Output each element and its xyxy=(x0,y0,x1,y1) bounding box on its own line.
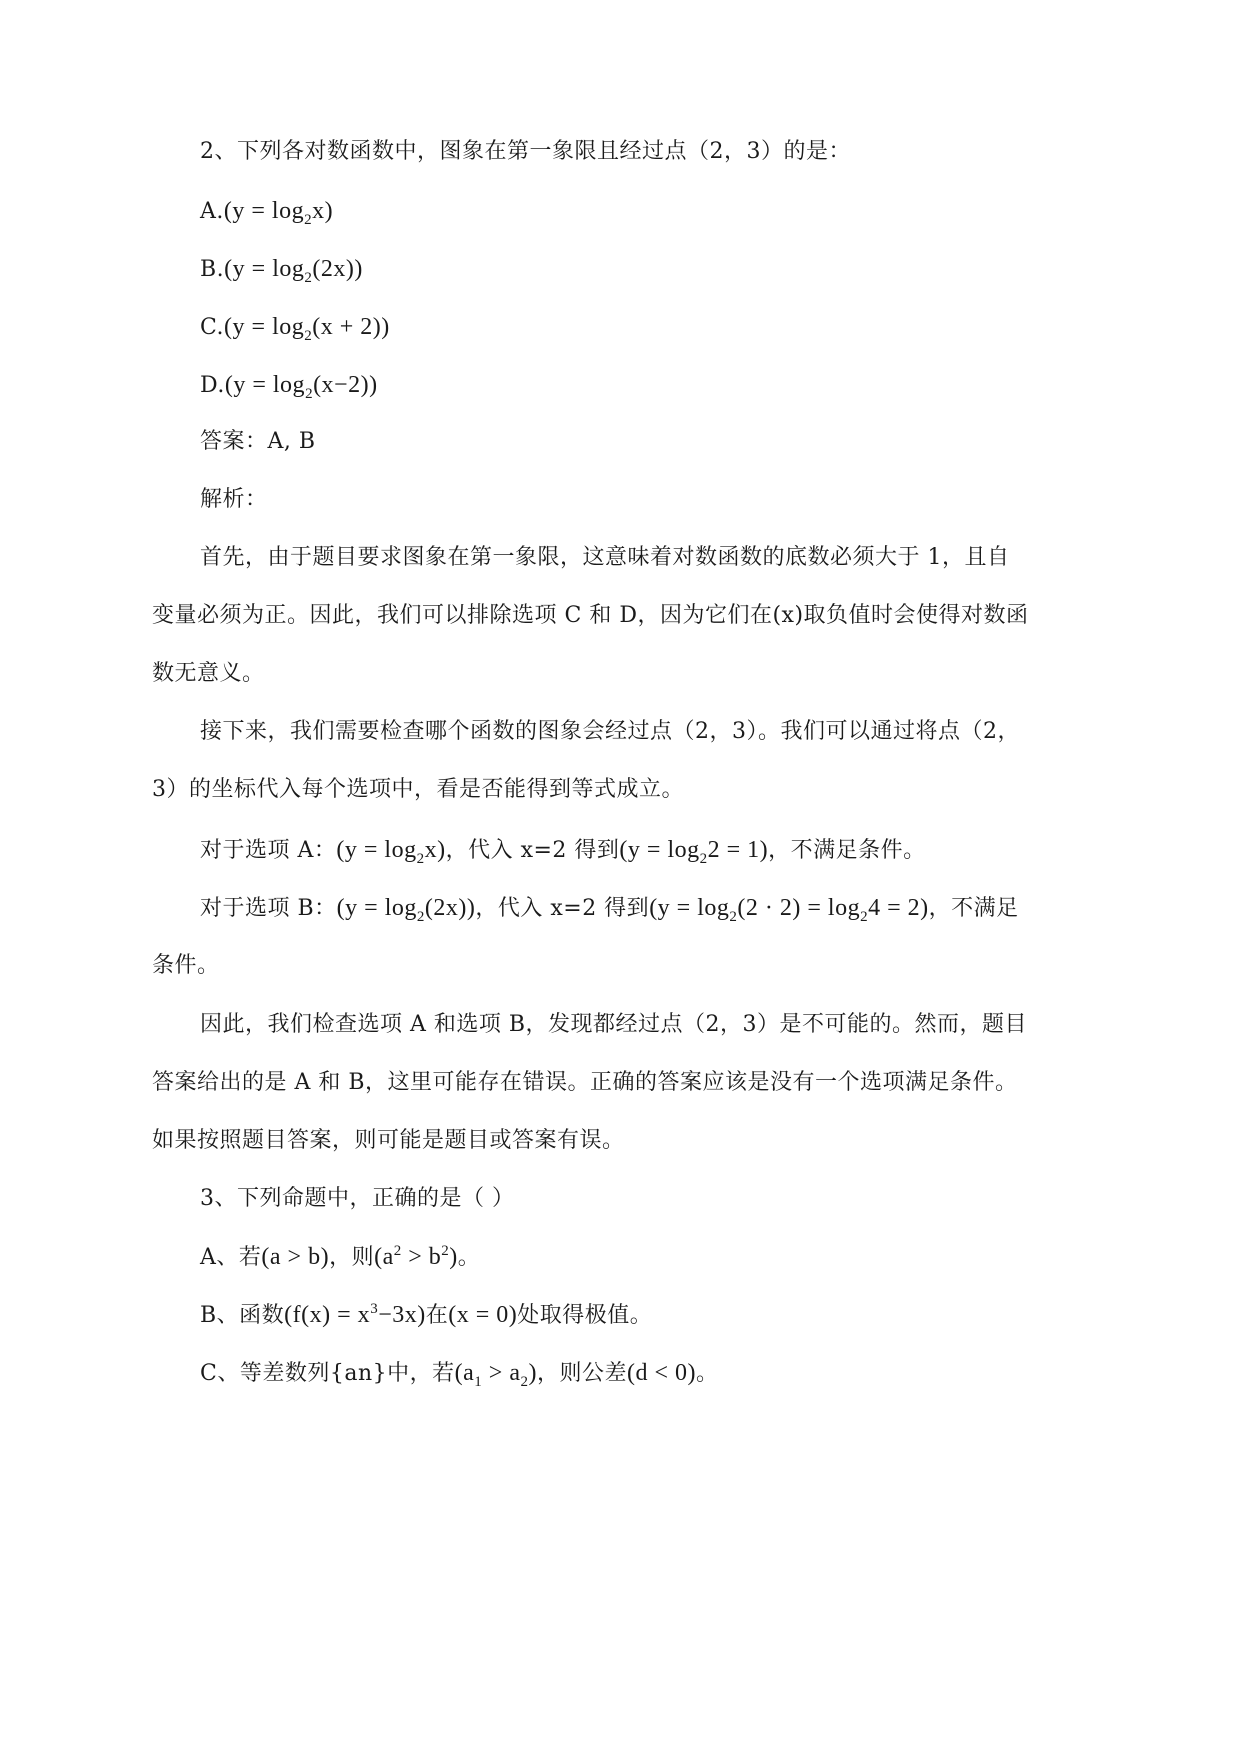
option-prefix: C. xyxy=(200,315,225,340)
formula: (a > b) xyxy=(261,1244,330,1270)
conclusion-line-2: 答案给出的是 A 和 B，这里可能存在错误。正确的答案应该是没有一个选项满足条件。 xyxy=(152,1070,1018,1095)
formula: $(f(x) = x^3-3x)$ xyxy=(284,1301,426,1328)
formula: $(y = \log_2(2x))$ xyxy=(336,895,476,925)
formula: $(y = \log_22 = 1)$ xyxy=(619,837,769,867)
formula: (x = 0) xyxy=(448,1302,518,1328)
analysis-label: 解析： xyxy=(200,487,268,512)
formula: (d < 0) xyxy=(626,1360,697,1386)
analysis-paragraph-1-line-1: 首先，由于题目要求图象在第一象限，这意味着对数函数的底数必须大于 1，且自 xyxy=(200,545,1010,570)
answer-line: 答案：A, B xyxy=(200,429,316,454)
check-option-b-continued: 条件。 xyxy=(152,953,220,978)
formula: $(a_1 > a_2)$ xyxy=(454,1360,537,1390)
formula: $(y = \log_2(x + 2))$ xyxy=(224,314,390,344)
option-a xyxy=(200,195,1145,228)
conclusion-line-1: 因此，我们检查选项 A 和选项 B，发现都经过点（2，3）是不可能的。然而，题目 xyxy=(200,1012,1028,1037)
option-b xyxy=(200,253,1145,286)
formula: $(y = \log_2(2x))$ xyxy=(224,256,363,286)
option-prefix: A. xyxy=(200,199,224,224)
option-prefix: D. xyxy=(200,373,225,398)
formula: $(y = \log_2x)$ xyxy=(223,198,334,228)
conclusion-line-3: 如果按照题目答案，则可能是题目或答案有误。 xyxy=(152,1128,625,1153)
analysis-paragraph-1-line-2: 变量必须为正。因此，我们可以排除选项 C 和 D，因为它们在(x)取负值时会使得对数函 xyxy=(152,603,1029,628)
q3-option-c: C、等差数列{an}中，若$(a_1 > a_2)$，则公差(d < 0)。 xyxy=(200,1360,719,1390)
formula: $(y = \log_2(x-2))$ xyxy=(224,372,378,402)
formula: $(a^2 > b^2)$ xyxy=(374,1243,458,1270)
option-c xyxy=(200,311,1145,344)
formula: $(y = \log_2x)$ xyxy=(336,837,446,867)
question-2-stem: 2、下列各对数函数中，图象在第一象限且经过点（2，3）的是： xyxy=(200,139,851,164)
analysis-paragraph-2-line-2: 3）的坐标代入每个选项中，看是否能得到等式成立。 xyxy=(152,777,684,802)
question-3-stem: 3、下列命题中，正确的是（ ） xyxy=(200,1186,515,1211)
q3-option-b: B、函数$(f(x) = x^3-3x)$在(x = 0)处取得极值。 xyxy=(200,1301,653,1328)
formula: $(y = \log_2(2 \cdot 2) = \log_24 = 2)$ xyxy=(649,895,929,925)
check-option-b: 对于选项 B：$(y = \log_2(2x))$，代入 x=2 得到$(y = \log_2(2 \cdot 2) = \log_24 = 2)$，不满足 xyxy=(200,895,1019,925)
option-prefix: B. xyxy=(200,257,225,282)
q3-option-a: A、若(a > b)，则$(a^2 > b^2)$。 xyxy=(200,1243,481,1270)
analysis-paragraph-2-line-1: 接下来，我们需要检查哪个函数的图象会经过点（2，3）。我们可以通过将点（2， xyxy=(200,719,1020,744)
option-d xyxy=(200,369,1145,402)
analysis-paragraph-1-line-3: 数无意义。 xyxy=(152,661,265,686)
check-option-a: 对于选项 A：$(y = \log_2x)$，代入 x=2 得到$(y = \log_22 = 1)$，不满足条件。 xyxy=(200,837,926,867)
